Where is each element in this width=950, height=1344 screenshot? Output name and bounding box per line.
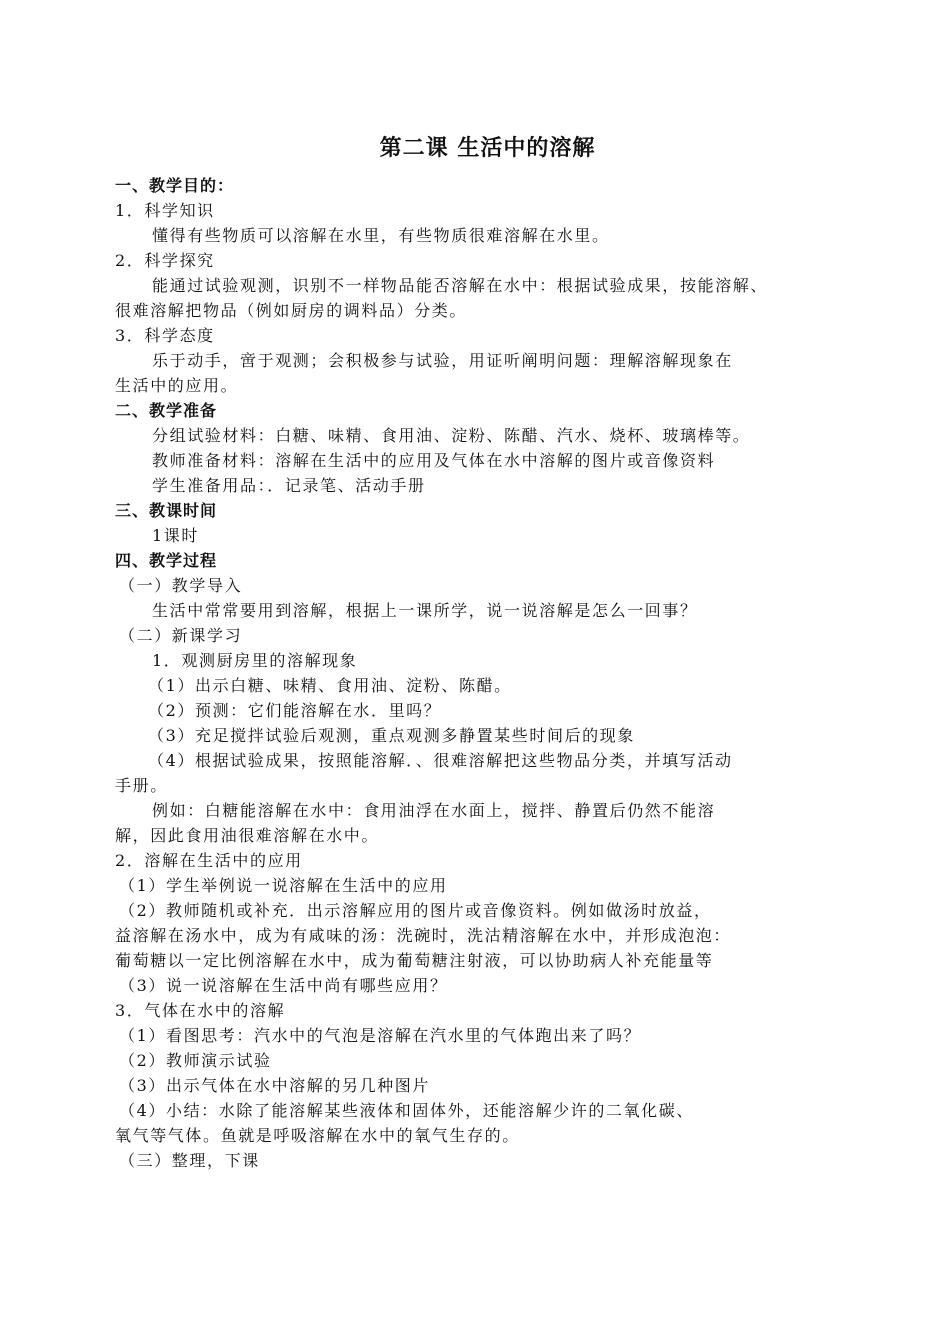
- paragraph-line: 氧气等气体。鱼就是呼吸溶解在水中的氧气生存的。: [115, 1126, 520, 1145]
- list-item: 1．观测厨房里的溶解现象: [152, 651, 358, 670]
- subheading: （一）教学导入: [119, 576, 243, 595]
- paragraph-line: 葡萄糖以一定比例溶解在水中，成为葡萄糖注射液，可以协助病人补充能量等: [115, 951, 714, 970]
- section-heading: 二、教学准备: [115, 401, 218, 420]
- paragraph-line: 益溶解在汤水中，成为有咸味的汤：洗碗时，洗沽精溶解在水中，并形成泡泡：: [115, 926, 732, 945]
- paragraph-line: 教师准备材料：溶解在生活中的应用及气体在水中溶解的图片或音像资料: [152, 451, 716, 470]
- paragraph-line: 生活中常常要用到溶解，根据上一课所学，说一说溶解是怎么一回事？: [152, 601, 698, 620]
- paragraph-line: 分组试验材料：白糖、味精、食用油、淀粉、陈醋、汽水、烧杯、玻璃棒等。: [152, 426, 751, 445]
- paragraph-line: 例如：白糖能溶解在水中：食用油浮在水面上，搅拌、静置后仍然不能溶: [152, 801, 716, 820]
- list-item: （3）出示气体在水中溶解的另几种图片: [119, 1076, 430, 1095]
- paragraph-line: 很难溶解把物品（例如厨房的调料品）分类。: [115, 301, 468, 320]
- section-heading: 三、教课时间: [115, 501, 218, 520]
- list-item: （1）出示白糖、味精、食用油、淀粉、陈醋。: [148, 676, 512, 695]
- paragraph-line: 生活中的应用。: [115, 376, 239, 395]
- paragraph-line: 懂得有些物质可以溶解在水里，有些物质很难溶解在水里。: [152, 226, 610, 245]
- subheading: 3．气体在水中的溶解: [115, 1001, 286, 1020]
- list-item: （2）预测：它们能溶解在水．里吗？: [148, 701, 442, 720]
- paragraph-line: 解，因此食用油很难溶解在水中。: [115, 826, 380, 845]
- list-item: （1）学生举例说一说溶解在生活中的应用: [119, 876, 448, 895]
- list-item: （4）小结：水除了能溶解某些液体和固体外，还能溶解少许的二氧化碳、: [119, 1101, 694, 1120]
- list-item: （2）教师随机或补充．出示溶解应用的图片或音像资料。例如做汤时放益，: [119, 901, 712, 920]
- paragraph-line: 手册。: [115, 776, 168, 795]
- section-heading: 一、教学目的：: [115, 176, 235, 195]
- list-item: （3）充足搅拌试验后观测，重点观测多静置某些时间后的现象: [148, 726, 635, 745]
- subheading: 3．科学态度: [115, 326, 215, 345]
- paragraph-line: 乐于动手，啻于观测；会积极参与试验，用证听阐明问题：理解溶解现象在: [152, 351, 733, 370]
- subheading: （二）新课学习: [119, 626, 243, 645]
- paragraph-line: 学生准备用品：．记录笔、活动手册: [152, 476, 426, 495]
- list-item: （3）说一说溶解在生活中尚有哪些应用？: [119, 976, 448, 995]
- section-heading: 四、教学过程: [115, 551, 218, 570]
- subheading: （三）整理，下课: [119, 1151, 260, 1170]
- subheading: 2．科学探究: [115, 251, 215, 270]
- subheading: 2．溶解在生活中的应用: [115, 851, 303, 870]
- page-title: 第二课 生活中的溶解: [379, 136, 596, 161]
- subheading: 1．科学知识: [115, 201, 215, 220]
- paragraph-line: 能通过试验观测，识别不一样物品能否溶解在水中：根据试验成果，按能溶解、: [152, 276, 769, 295]
- document-body: [115, 173, 825, 1173]
- list-item: （1）看图思考：汽水中的气泡是溶解在汽水里的气体跑出来了吗？: [119, 1026, 642, 1045]
- list-item: （4）根据试验成果，按照能溶解．、很难溶解把这些物品分类，并填写活动: [148, 751, 733, 770]
- paragraph-line: 1课时: [152, 526, 199, 545]
- list-item: （2）教师演示试验: [119, 1051, 272, 1070]
